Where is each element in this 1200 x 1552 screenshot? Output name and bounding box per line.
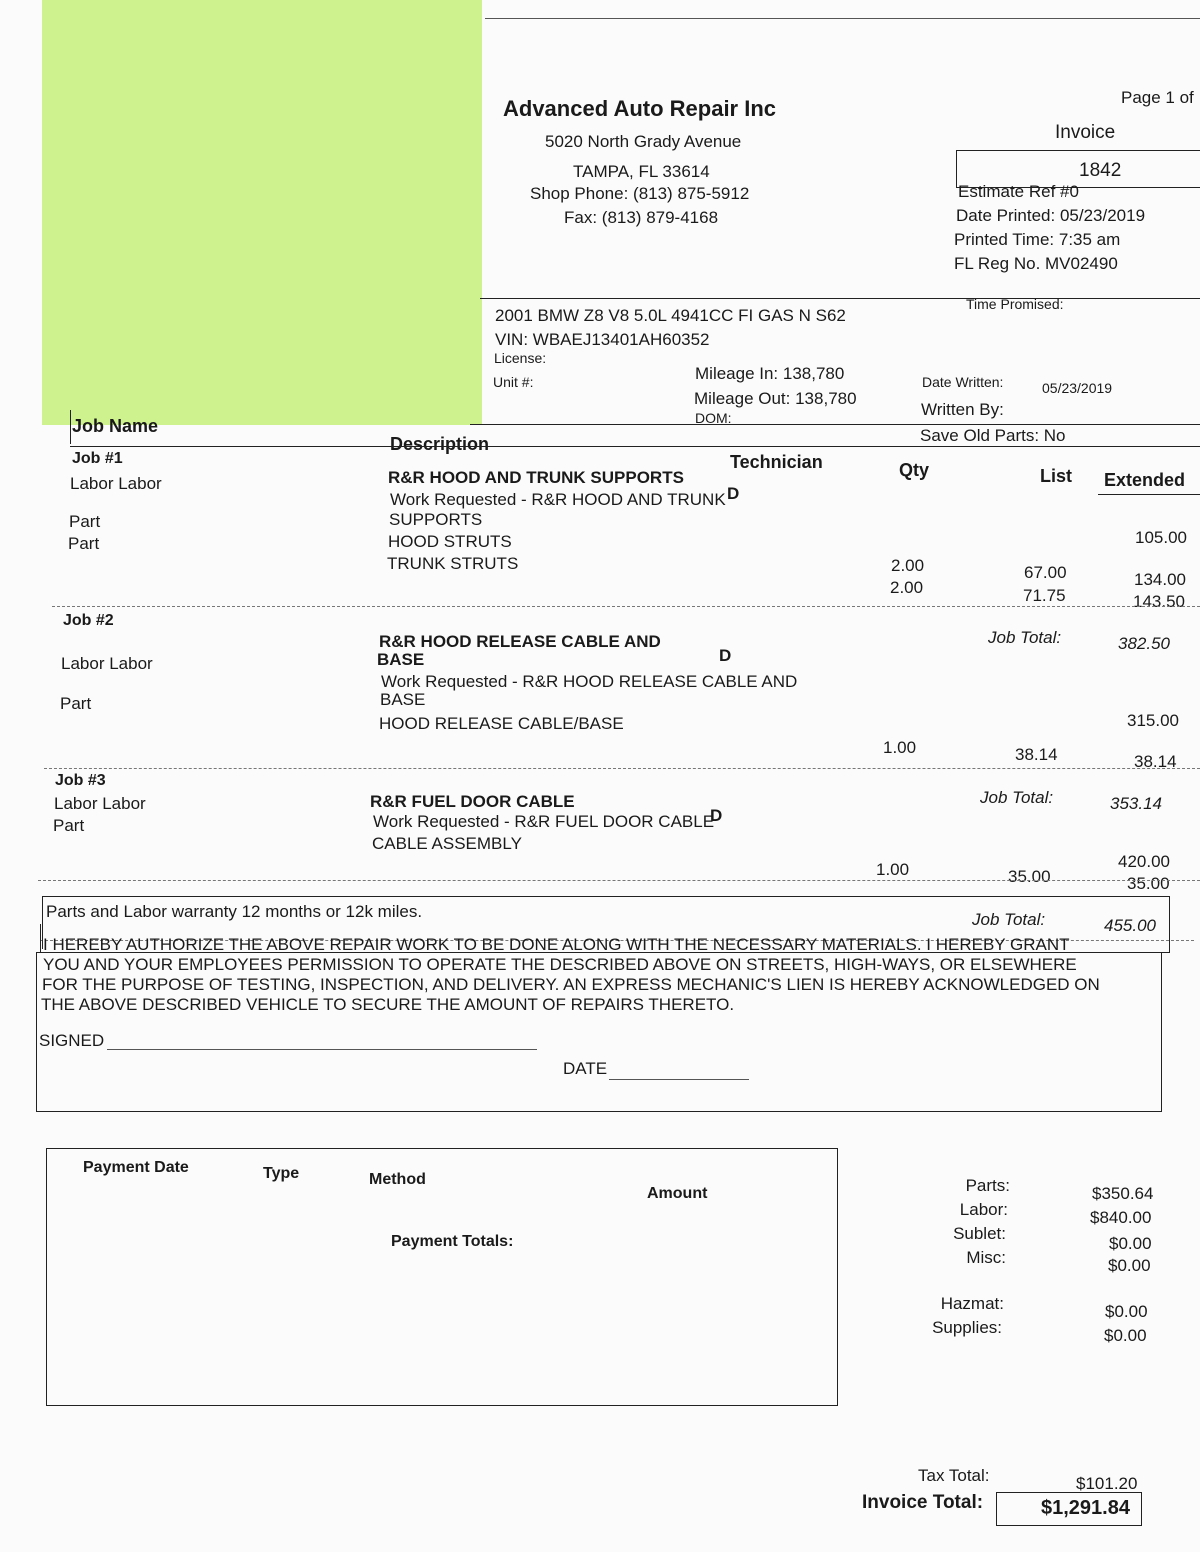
payment-method-header: Method	[369, 1171, 426, 1188]
top-rule	[485, 18, 1200, 19]
job-heading: R&R HOOD AND TRUNK SUPPORTS	[388, 468, 684, 487]
job-total-label: Job Total:	[988, 628, 1062, 647]
job-extended: 143.50	[1133, 592, 1185, 611]
extended-underline	[1098, 494, 1200, 495]
shop-phone: Shop Phone: (813) 875-5912	[530, 184, 750, 203]
shop-name: Advanced Auto Repair Inc	[503, 96, 777, 121]
job-technician: D	[719, 646, 732, 665]
summary-supplies-label: Supplies:	[932, 1318, 1002, 1337]
job-name-tick	[70, 410, 71, 444]
sticky-note	[42, 0, 482, 425]
vehicle-description: 2001 BMW Z8 V8 5.0L 4941CC FI GAS N S62	[495, 306, 846, 325]
job-separator	[52, 606, 1200, 607]
job-list: 35.00	[1008, 867, 1051, 886]
signed-label: SIGNED	[39, 1031, 105, 1050]
date-line[interactable]	[609, 1079, 749, 1080]
time-promised: Time Promised:	[966, 296, 1064, 312]
date-label: DATE	[563, 1059, 608, 1078]
col-extended: Extended	[1104, 470, 1186, 490]
job-total-label: Job Total:	[972, 910, 1046, 929]
col-job-name: Job Name	[72, 416, 159, 436]
tax-total: $101.20	[1076, 1474, 1138, 1493]
mileage-out: Mileage Out: 138,780	[694, 389, 857, 408]
job-part-label: Part	[69, 512, 101, 531]
vehicle-rule	[480, 298, 1200, 299]
job-request: Work Requested - R&R HOOD AND TRUNK	[390, 490, 726, 509]
job-list: 38.14	[1015, 745, 1058, 764]
job-qty: 1.00	[883, 738, 917, 757]
summary-supplies: $0.00	[1104, 1326, 1147, 1345]
estimate-ref: Estimate Ref #0	[958, 182, 1079, 201]
summary-sublet-label: Sublet:	[953, 1224, 1006, 1243]
payment-totals-label: Payment Totals:	[391, 1233, 514, 1250]
written-by: Written By:	[921, 400, 1004, 419]
date-written: 05/23/2019	[1042, 380, 1113, 396]
payment-box	[46, 1148, 838, 1406]
job-title: Job #1	[72, 450, 123, 467]
invoice-number: 1842	[1079, 160, 1122, 181]
summary-labor-label: Labor:	[959, 1200, 1008, 1219]
save-old-parts: Save Old Parts: No	[920, 426, 1066, 445]
job-labor-label: Labor Labor	[54, 794, 146, 813]
job-labor-label: Labor Labor	[61, 654, 153, 673]
job-part-label: Part	[60, 694, 92, 713]
job-part-label: Part	[53, 816, 85, 835]
date-printed: Date Printed: 05/23/2019	[956, 206, 1146, 225]
summary-sublet: $0.00	[1109, 1234, 1152, 1253]
job-list: 67.00	[1024, 563, 1067, 582]
summary-hazmat: $0.00	[1105, 1302, 1148, 1321]
mileage-in: Mileage In: 138,780	[695, 364, 845, 383]
job-labor-extended: 105.00	[1135, 528, 1187, 547]
summary-misc-label: Misc:	[966, 1248, 1006, 1267]
dom-label: DOM:	[695, 410, 732, 426]
shop-fax: Fax: (813) 879-4168	[564, 208, 719, 227]
shop-city: TAMPA, FL 33614	[573, 162, 710, 181]
shop-address: 5020 North Grady Avenue	[545, 132, 742, 151]
invoice-label: Invoice	[1055, 122, 1116, 143]
authorization-line: I HEREBY AUTHORIZE THE ABOVE REPAIR WORK TO BE DONE ALONG WITH THE NECESSARY MATERIALS. I HEREBY GRANT	[43, 935, 1070, 954]
invoice-total: $1,291.84	[1041, 1497, 1130, 1519]
col-description: Description	[390, 434, 490, 454]
job-request: Work Requested - R&R HOOD RELEASE CABLE AND	[381, 672, 798, 691]
job-labor-extended: 420.00	[1118, 852, 1170, 871]
summary-parts: $350.64	[1092, 1184, 1154, 1203]
job-heading: R&R FUEL DOOR CABLE	[370, 792, 575, 811]
authorization-box	[36, 935, 1162, 1112]
summary-misc: $0.00	[1108, 1256, 1151, 1275]
warranty-text: Parts and Labor warranty 12 months or 12k miles.	[46, 902, 423, 921]
job-qty: 2.00	[891, 556, 925, 575]
job-labor-label: Labor Labor	[70, 474, 162, 493]
invoice-total-box	[996, 1492, 1142, 1526]
payment-amount-header: Amount	[647, 1185, 708, 1202]
summary-labor: $840.00	[1090, 1208, 1152, 1227]
job-item: CABLE ASSEMBLY	[372, 834, 522, 853]
job-request: Work Requested - R&R FUEL DOOR CABLE	[373, 812, 715, 831]
job-heading: R&R HOOD RELEASE CABLE AND	[379, 632, 661, 651]
fl-reg-number: FL Reg No. MV02490	[954, 254, 1118, 273]
page-number: Page 1 of	[1121, 88, 1194, 107]
unit-label: Unit #:	[493, 374, 534, 390]
tax-total-label: Tax Total:	[918, 1466, 990, 1485]
job-extended: 134.00	[1134, 570, 1186, 589]
job-total: 353.14	[1110, 794, 1162, 813]
job-item: TRUNK STRUTS	[387, 554, 519, 573]
job-request: BASE	[380, 690, 426, 709]
header-bottom-rule	[70, 446, 1200, 447]
job-separator	[44, 768, 1200, 769]
payment-type-header: Type	[263, 1165, 300, 1182]
job-qty: 2.00	[890, 578, 924, 597]
job-total: 455.00	[1104, 916, 1156, 935]
license-label: License:	[494, 350, 547, 366]
job-part-label: Part	[68, 534, 100, 553]
job-extended: 35.00	[1127, 874, 1170, 893]
signature-line[interactable]	[107, 1049, 537, 1050]
summary-parts-label: Parts:	[965, 1176, 1010, 1195]
job-item: HOOD RELEASE CABLE/BASE	[379, 714, 624, 733]
job-request: SUPPORTS	[389, 510, 483, 529]
job-extended: 38.14	[1134, 752, 1177, 771]
header-top-rule	[470, 424, 1200, 425]
col-qty: Qty	[899, 460, 930, 480]
authorization-line: THE ABOVE DESCRIBED VEHICLE TO SECURE THE AMOUNT OF REPAIRS THERETO.	[41, 995, 735, 1014]
vehicle-vin: VIN: WBAEJ13401AH60352	[495, 330, 710, 349]
job-item: HOOD STRUTS	[388, 532, 512, 551]
job-list: 71.75	[1023, 586, 1066, 605]
job-technician: D	[727, 484, 740, 503]
date-written-label: Date Written:	[922, 374, 1004, 390]
job-total-label: Job Total:	[980, 788, 1054, 807]
job-total: 382.50	[1118, 634, 1170, 653]
printed-time: Printed Time: 7:35 am	[954, 230, 1121, 249]
job-qty: 1.00	[876, 860, 910, 879]
summary-hazmat-label: Hazmat:	[940, 1294, 1004, 1313]
job-labor-extended: 315.00	[1127, 711, 1179, 730]
invoice-total-label: Invoice Total:	[862, 1492, 984, 1513]
job-title: Job #2	[63, 612, 114, 629]
job-heading: BASE	[377, 650, 425, 669]
col-list: List	[1040, 466, 1073, 486]
authorization-line: YOU AND YOUR EMPLOYEES PERMISSION TO OPERATE THE DESCRIBED ABOVE ON STREETS, HIGH-WAYS, OR ELSEWHERE	[43, 955, 1077, 974]
job-technician: D	[710, 806, 723, 825]
job-separator	[38, 880, 1200, 881]
col-technician: Technician	[730, 452, 823, 472]
job-title: Job #3	[55, 772, 106, 789]
authorization-line: FOR THE PURPOSE OF TESTING, INSPECTION, AND DELIVERY. AN EXPRESS MECHANIC'S LIEN IS HEREBY ACKNOWLEDGED ON	[42, 975, 1100, 994]
payment-date-header: Payment Date	[83, 1159, 189, 1176]
